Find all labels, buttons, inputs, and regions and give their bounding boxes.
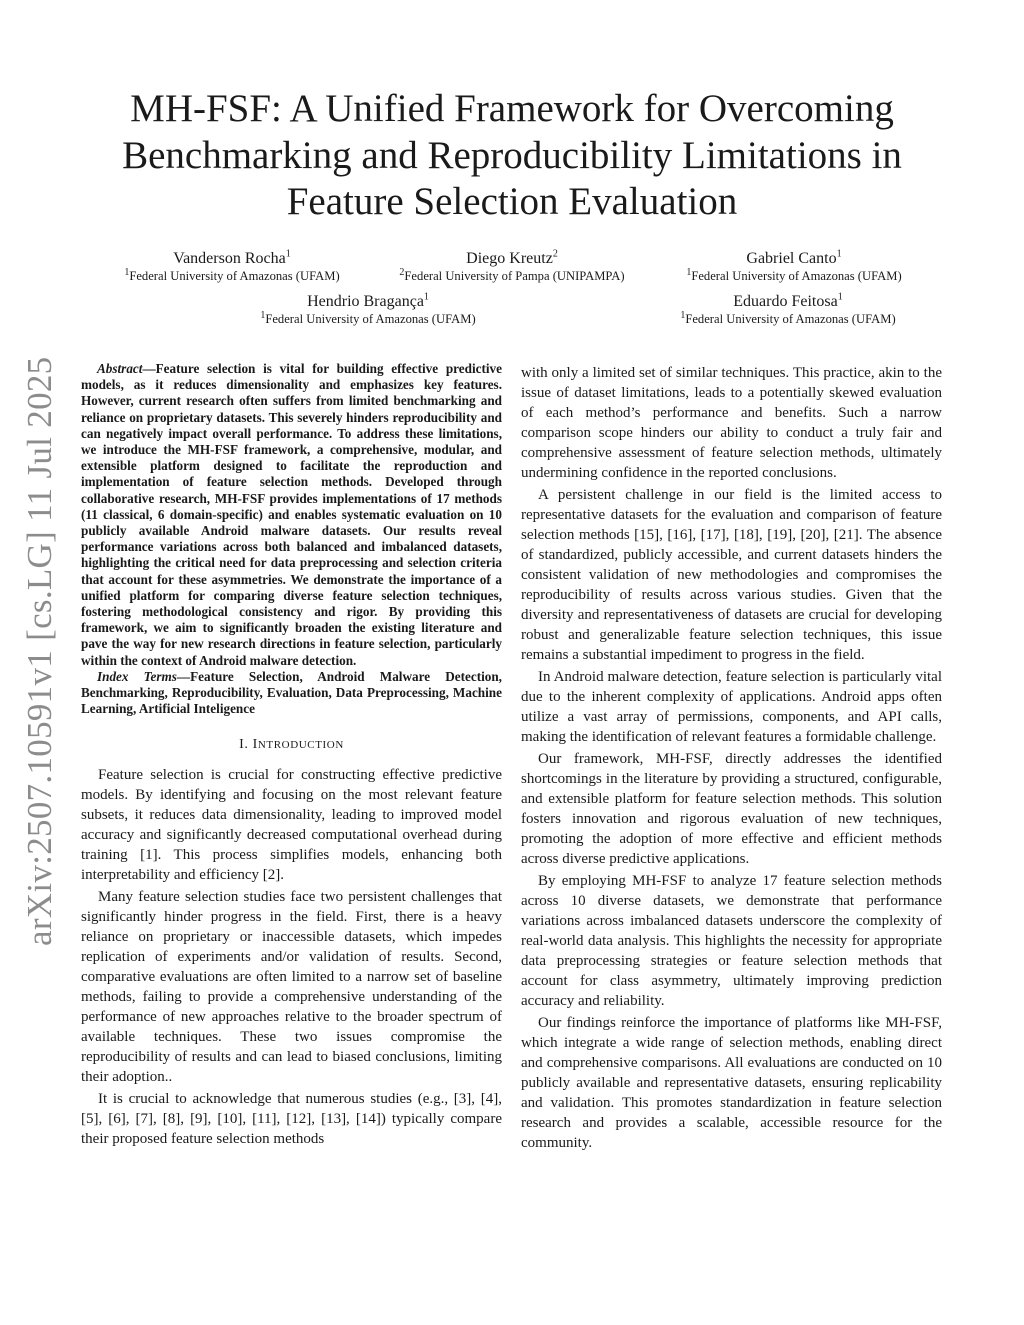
title-line-2: Benchmarking and Reproducibility Limitations in (122, 133, 902, 177)
left-column (81, 361, 502, 1149)
paragraph: Many feature selection studies face two persistent challenges that significantly hinder progress in the field. First, there is a heavy reliance on proprietary or inaccessible datasets, which impedes replication of experiments and/or validation of results. Second, comparative evaluations are often limited to a narrow set of baseline methods, failing to provide a comprehensive understanding of the performance of new approaches relative to the broader spectrum of available techniques. These two issues compromise the reproducibility of results and can lead to biased conclusions, limiting their adoption.. (81, 889, 502, 1086)
arxiv-identifier-stamp: arXiv:2507.10591v1 [cs.LG] 11 Jul 2025 (20, 356, 59, 946)
paragraph: By employing MH-FSF to analyze 17 feature selection methods across 10 diverse datasets, we demonstrate that performance variations across imbalanced datasets underscore the complexity of real-world data analysis. This highlights the necessity for appropriate data preprocessing strategies or feature selection methods that account for class asymmetry, ultimately improving prediction accuracy and reliability. (521, 873, 942, 1009)
abstract-dash: — (142, 361, 156, 376)
abstract (81, 361, 502, 669)
author-affiliation: $^1$Federal University of Amazonas (UFAM) (680, 309, 896, 326)
paragraph: In Android malware detection, feature selection is particularly vital due to the inherent complexity of applications. Android apps often utilize a vast array of permissions, components, and API calls, making the identification of relevant features a formidable challenge. (521, 669, 942, 745)
author-block-3 (634, 249, 954, 284)
author-affiliation: $^2$Federal University of Pampa (UNIPAMPA) (399, 266, 625, 283)
paragraph: Our findings reinforce the importance of platforms like MH-FSF, which integrate a wide range of selection methods, enabling direct and comprehensive comparisons. All evaluations are conducted on 10 publicly available and representative datasets, ensuring replicability and validation. This promotes standardization in feature selection research and provides a scalable, accessible resource for the community. (521, 1015, 942, 1151)
author-block-4 (208, 292, 528, 327)
abstract-label: Abstract (97, 361, 143, 376)
paragraph: Feature selection is crucial for constructing effective predictive models. By identifying and focusing on the most relevant feature subsets, it reduces data dimensionality, leading to improved model accuracy and significantly decreased computational overhead during training [1]. This process simplifies models, enhancing both interpretability and efficiency [2]. (81, 767, 502, 884)
author-affiliation: $^1$Federal University of Amazonas (UFAM) (124, 266, 340, 283)
author-name: Gabriel Canto$^1$ (746, 248, 842, 267)
author-block-5 (628, 292, 948, 327)
abstract-text: Feature selection is vital for building effective predictive models, as it reduces dimensionality and emphasizes key features. However, current research often suffers from limited benchmarking and reliance on proprietary datasets. This severely hinders reproducibility and can negatively impact overall performance. To address these limitations, we introduce the MH-FSF framework, a comprehensive, modular, and extensible platform designed to facilitate the reproduction and implementation of feature selection methods. Developed through collaborative research, MH-FSF provides implementations of 17 methods (11 classical, 6 domain-specific) and enables systematic evaluation on 10 publicly available Android malware datasets. Our results reveal performance variations across both balanced and imbalanced datasets, highlighting the critical need for data preprocessing and selection criteria that account for these asymmetries. We demonstrate the importance of a unified platform for comparing diverse feature selection techniques, fostering methodological consistency and rigor. By providing this framework, we aim to significantly broaden the existing literature and pave the way for new research directions in feature selection, particularly within the context of Android malware detection. (81, 361, 502, 668)
author-name: Hendrio Bragança$^1$ (307, 291, 429, 310)
section-title-initial: I (252, 737, 258, 753)
section-number: I. (239, 737, 249, 753)
index-terms (81, 669, 502, 718)
index-terms-dash: — (176, 668, 191, 684)
paper-title (60, 86, 964, 226)
section-title-rest: NTRODUCTION (257, 739, 344, 752)
right-column (521, 363, 942, 1153)
author-block-1 (72, 249, 392, 284)
index-terms-label: Index Terms (97, 668, 177, 684)
author-name: Diego Kreutz$^2$ (466, 248, 558, 267)
author-name: Vanderson Rocha$^1$ (173, 248, 291, 267)
paragraph: It is crucial to acknowledge that numerous studies (e.g., [3], [4], [5], [6], [7], [8], [9], [10], [11], [12], [13], [14]) typically compare their proposed feature selection methods (81, 1091, 502, 1148)
author-affiliation: $^1$Federal University of Amazonas (UFAM) (260, 309, 476, 326)
paragraph: A persistent challenge in our field is the limited access to representative datasets for the evaluation and comparison of feature selection methods [15], [16], [17], [18], [19], [20], [21]. The absence of standardized, publicly accessible, and current datasets hinders the consistent validation of new methodologies and compromises the reproducibility of results across various studies. Given that the diversity and representativeness of datasets are crucial for developing robust and generalizable feature selection techniques, this issue remains a substantial impediment to progress in the field. (521, 487, 942, 663)
author-block-2 (352, 249, 672, 284)
index-terms-text: Feature Selection, Android Malware Detection, Benchmarking, Reproducibility, Evaluation, Data Preprocessing, Machine Learning, Artificial Inteligence (81, 668, 502, 717)
paragraph: with only a limited set of similar techniques. This practice, akin to the issue of dataset limitations, leads to a potentially skewed evaluation of each method’s performance and benefits. Such a narrow comparison scope hinders our ability to conduct a truly fair and comprehensive assessment of feature selection methods, ultimately undermining confidence in the reported conclusions. (521, 365, 942, 481)
title-line-3: Feature Selection Evaluation (286, 180, 738, 223)
paragraph: Our framework, MH-FSF, directly addresses the identified shortcomings in the literature by providing a structured, configurable, and extensible platform for feature selection methods. This solution fosters innovation and rigorous evaluation of new techniques, promoting the adoption of more effective and efficient methods across diverse predictive applications. (521, 751, 942, 867)
title-line-1: MH-FSF: A Unified Framework for Overcoming (130, 87, 894, 130)
author-affiliation: $^1$Federal University of Amazonas (UFAM) (686, 266, 902, 283)
author-name: Eduardo Feitosa$^1$ (733, 291, 843, 310)
section-heading-introduction (81, 737, 502, 753)
